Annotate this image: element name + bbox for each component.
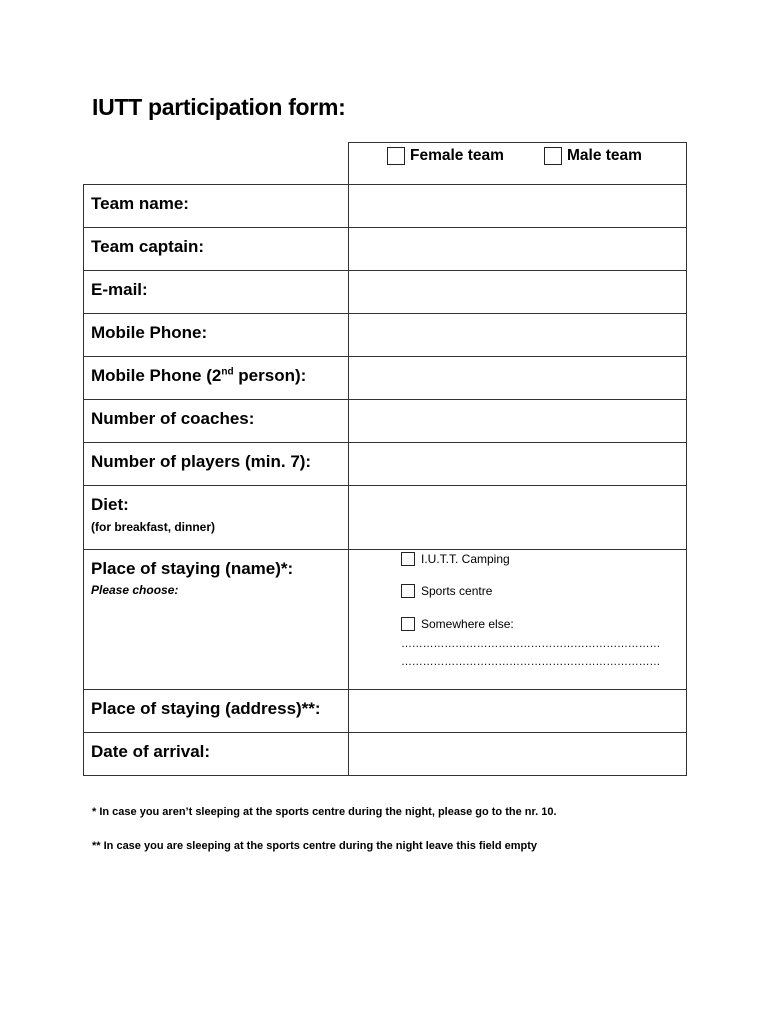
num-players-field[interactable] xyxy=(349,443,687,486)
somewhere-else-checkbox[interactable] xyxy=(401,617,415,631)
place-address-label: Place of staying (address)**: xyxy=(91,699,321,718)
num-players-label: Number of players (min. 7): xyxy=(91,452,312,471)
dotted-line-2[interactable]: ……………………………………………………………… xyxy=(401,656,661,668)
mobile-phone-label: Mobile Phone: xyxy=(91,323,208,342)
female-team-label: Female team xyxy=(410,147,504,164)
sports-centre-label: Sports centre xyxy=(421,584,493,598)
male-team-checkbox[interactable] xyxy=(544,147,562,165)
somewhere-else-label: Somewhere else: xyxy=(421,617,514,631)
mobile-phone-label-cell xyxy=(84,314,349,357)
mobile-phone-field[interactable] xyxy=(349,314,687,357)
arrival-label-cell xyxy=(84,733,349,776)
num-coaches-field[interactable] xyxy=(349,400,687,443)
email-field[interactable] xyxy=(349,271,687,314)
male-team-label: Male team xyxy=(567,147,642,164)
place-address-field[interactable] xyxy=(349,690,687,733)
camping-label: I.U.T.T. Camping xyxy=(421,552,510,566)
num-players-label-cell xyxy=(84,443,349,486)
team-captain-label-cell xyxy=(84,228,349,271)
arrival-label: Date of arrival: xyxy=(91,742,211,761)
camping-checkbox[interactable] xyxy=(401,552,415,566)
diet-note: (for breakfast, dinner) xyxy=(91,520,216,534)
diet-label: Diet: xyxy=(91,495,129,514)
team-type-cell xyxy=(349,143,687,185)
num-coaches-label: Number of coaches: xyxy=(91,409,255,428)
stay-option-camping[interactable] xyxy=(401,552,510,566)
sports-centre-checkbox[interactable] xyxy=(401,584,415,598)
female-team-option[interactable] xyxy=(387,147,504,165)
place-choose-note: Please choose: xyxy=(91,583,179,597)
mobile-phone-2-label-cell xyxy=(84,357,349,400)
place-name-label: Place of staying (name)*: xyxy=(91,559,294,578)
blank-corner-cell xyxy=(84,143,349,185)
dotted-line-1[interactable]: ……………………………………………………………… xyxy=(401,638,661,650)
team-name-field[interactable] xyxy=(349,185,687,228)
footnote-2: ** In case you are sleeping at the sports centre during the night leave this field empty xyxy=(92,840,538,852)
place-address-label-cell xyxy=(84,690,349,733)
diet-label-cell xyxy=(84,486,349,550)
mobile-phone-2-label xyxy=(91,365,348,387)
email-label-cell xyxy=(84,271,349,314)
mobile-phone-2-prefix: Mobile Phone (2 xyxy=(91,366,222,385)
mobile-phone-2-sup: nd xyxy=(221,366,234,378)
diet-field[interactable] xyxy=(349,486,687,550)
stay-option-somewhere-else[interactable] xyxy=(401,617,514,631)
place-name-label-cell xyxy=(84,550,349,690)
footnote-1: * In case you aren’t sleeping at the sports centre during the night, please go to the nr. 10. xyxy=(92,806,557,818)
team-captain-field[interactable] xyxy=(349,228,687,271)
stay-option-sports-centre[interactable] xyxy=(401,584,492,598)
female-team-checkbox[interactable] xyxy=(387,147,405,165)
participation-form-table xyxy=(83,142,687,776)
team-name-label: Team name: xyxy=(91,194,189,213)
arrival-field[interactable] xyxy=(349,733,687,776)
team-captain-label: Team captain: xyxy=(91,237,205,256)
form-title: IUTT participation form: xyxy=(92,94,346,120)
email-label: E-mail: xyxy=(91,280,148,299)
mobile-phone-2-suffix: person): xyxy=(233,366,307,385)
male-team-option[interactable] xyxy=(544,147,642,165)
num-coaches-label-cell xyxy=(84,400,349,443)
mobile-phone-2-field[interactable] xyxy=(349,357,687,400)
team-name-label-cell xyxy=(84,185,349,228)
place-name-options-cell xyxy=(349,550,687,690)
